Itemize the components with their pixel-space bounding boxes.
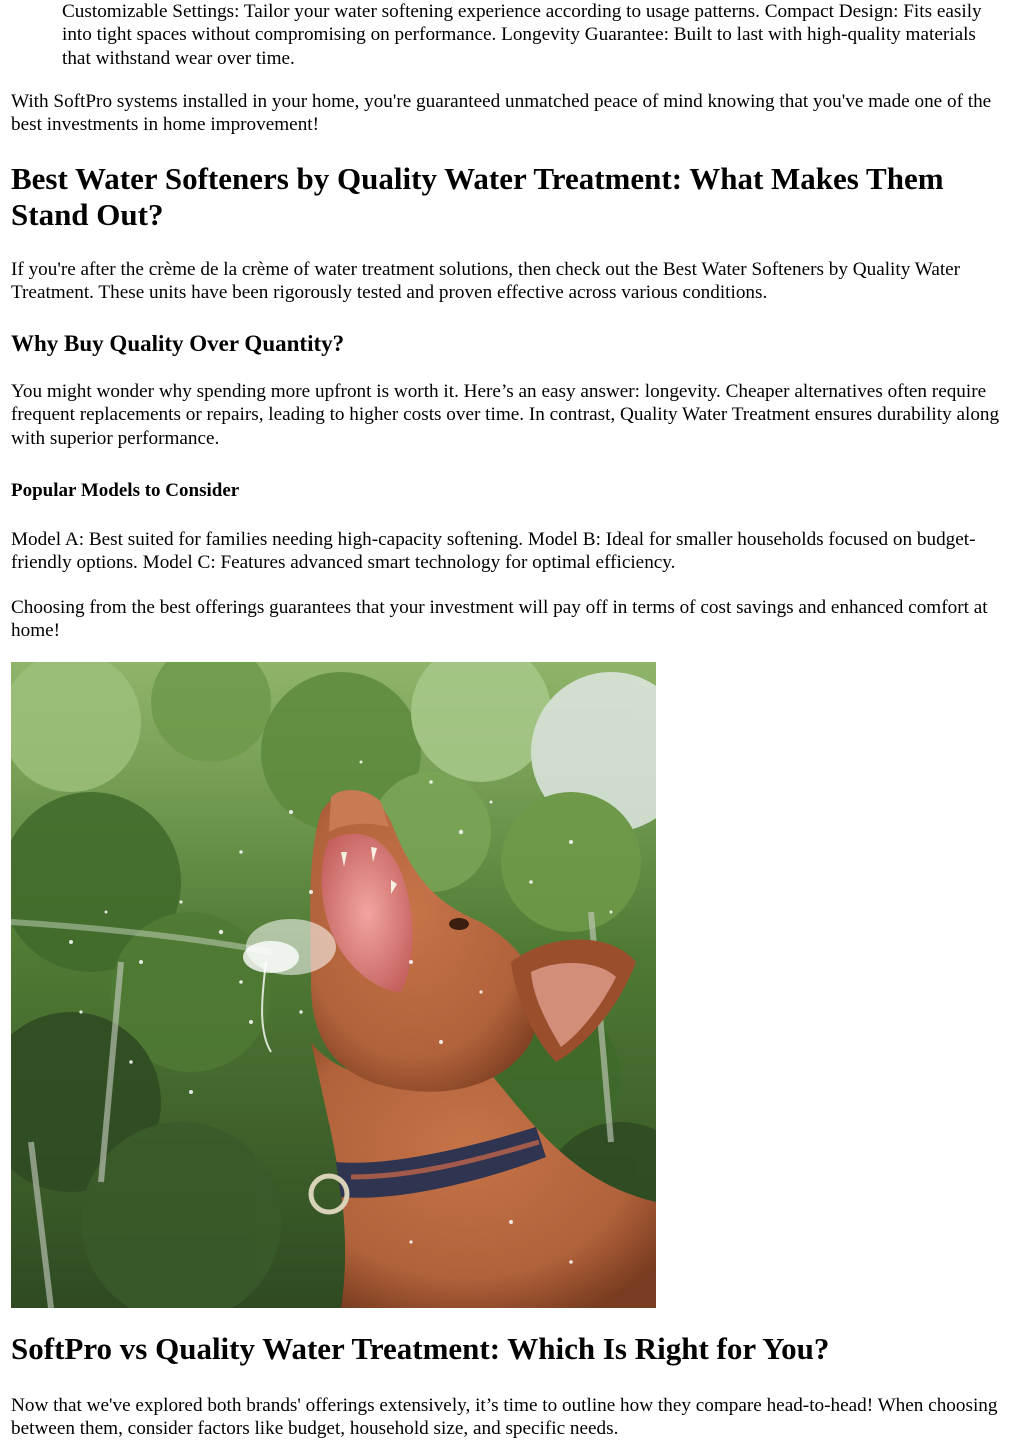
best-softeners-heading: Best Water Softeners by Quality Water Treatment: What Makes Them Stand Out? — [11, 161, 944, 232]
best-softeners-paragraph: If you're after the crème de la crème of water treatment solutions, then check out the Best Water Softeners by Quality Water Treatment. These units have been rigorously tested and proven effective across various conditions. — [11, 259, 961, 304]
dog-photo-illustration — [11, 662, 656, 1308]
softpro-paragraph: With SoftPro systems installed in your home, you're guaranteed unmatched peace of mind knowing that you've made one of the best investments in home improvement! — [11, 91, 992, 136]
feature-list-text: Customizable Settings: Tailor your water softening experience according to usage patterns. Compact Design: Fits easily into tight spaces without compromising on performance. Longevity Guarantee: Built to last with high-quality materials that withstand wear over time. — [62, 1, 982, 69]
popular-models-paragraph: Model A: Best suited for families needing high-capacity softening. Model B: Ideal for smaller households focused on budget-friendly options. Model C: Features advanced smart technology for optimal efficiency. — [11, 529, 976, 574]
why-quality-heading: Why Buy Quality Over Quantity? — [11, 331, 345, 356]
popular-models-heading: Popular Models to Consider — [11, 480, 240, 501]
comparison-paragraph: Now that we've explored both brands' offerings extensively, it’s time to outline how they compare head-to-head! When choosing between them, consider factors like budget, household size, and specific needs. — [11, 1395, 998, 1440]
dog-eye — [449, 918, 469, 930]
why-quality-paragraph: You might wonder why spending more upfront is worth it. Here’s an easy answer: longevity. Cheaper alternatives often require frequent replacements or repairs, leading to higher costs over time. In contrast, Quality Water Treatment ensures durability along with superior performance. — [11, 381, 1000, 449]
comparison-heading: SoftPro vs Quality Water Treatment: Which Is Right for You? — [11, 1331, 830, 1366]
choosing-paragraph: Choosing from the best offerings guarantees that your investment will pay off in terms of cost savings and enhanced comfort at home! — [11, 597, 988, 642]
dog-drinking-water-photo — [11, 662, 656, 1308]
